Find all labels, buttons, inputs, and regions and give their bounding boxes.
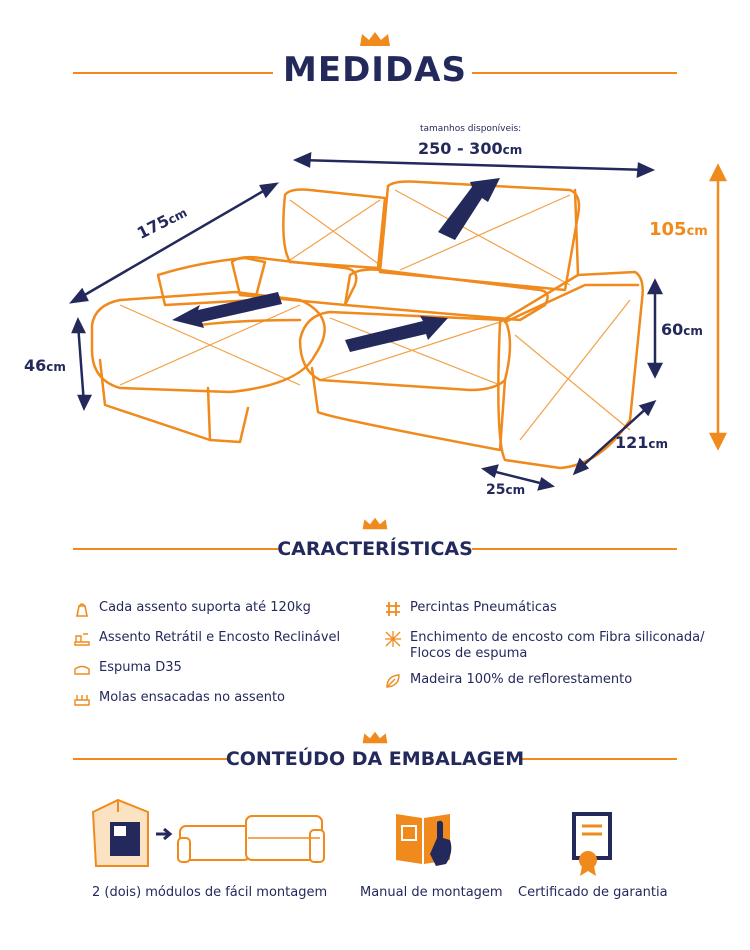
crown-icon (361, 516, 389, 531)
feature-text: Enchimento de encosto com Fibra siliconada/ (410, 630, 705, 645)
recliner-icon (73, 630, 91, 648)
dim-width: 250 - 300cm (418, 139, 523, 158)
certificate-icon (566, 808, 618, 876)
manual-icon (392, 808, 462, 870)
dim-module-depth: 121cm (615, 433, 669, 452)
feature-item: Molas ensacadas no assento (73, 690, 285, 708)
webbing-icon (384, 600, 402, 618)
package-item-label: Manual de montagem (360, 885, 503, 900)
feature-item: Assento Retrátil e Encosto Reclinável (73, 630, 340, 648)
fiber-icon (384, 630, 402, 648)
measures-title: MEDIDAS (283, 50, 467, 90)
dim-arm-height: 60cm (661, 320, 703, 339)
sizes-note: tamanhos disponíveis: (420, 124, 522, 134)
leaf-icon (384, 672, 402, 690)
feature-text-line2: Flocos de espuma (410, 646, 528, 661)
dim-seat-height: 46cm (24, 356, 66, 375)
dim-arm-width: 25cm (486, 482, 526, 498)
feature-item: Espuma D35 (73, 660, 182, 678)
crown-icon (361, 730, 389, 745)
package-title: CONTEÚDO DA EMBALAGEM (225, 748, 525, 770)
feature-item (384, 630, 704, 662)
springs-icon (73, 690, 91, 708)
features-title: CARACTERÍSTICAS (277, 538, 473, 560)
feature-item: Madeira 100% de reflorestamento (384, 672, 632, 690)
box-modules-icon (88, 798, 338, 870)
feature-item: Cada assento suporta até 120kg (73, 600, 311, 618)
dim-depth: 175cm (134, 205, 190, 243)
weight-icon (73, 600, 91, 618)
foam-icon (73, 660, 91, 678)
dim-total-height: 105cm (649, 219, 708, 240)
package-item-label: Certificado de garantia (518, 885, 668, 900)
package-item-label: 2 (dois) módulos de fácil montagem (92, 885, 328, 900)
feature-item: Percintas Pneumáticas (384, 600, 557, 618)
